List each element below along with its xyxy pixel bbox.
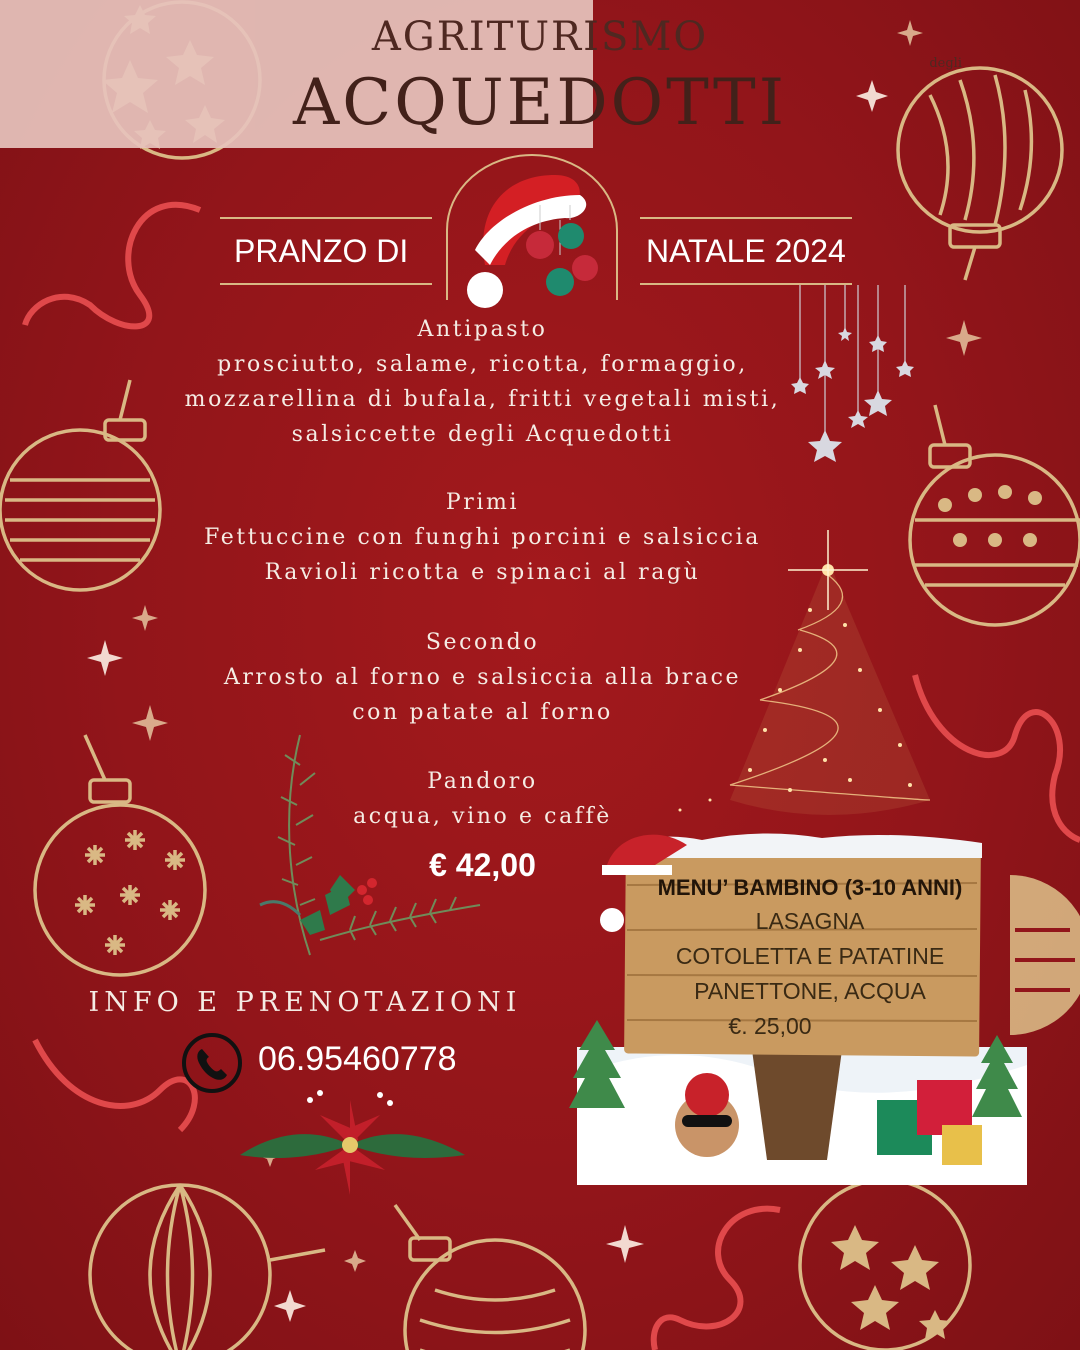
- menu-secondo: [140, 625, 825, 730]
- logo-line1: AGRITURISMO: [371, 14, 709, 60]
- headline-left: PRANZO DI: [234, 233, 409, 269]
- secondo-title: Secondo: [425, 630, 540, 655]
- kids-menu-price: €. 25,00: [728, 1013, 812, 1039]
- antipasto-line: prosciutto, salame, ricotta, formaggio,: [217, 352, 748, 377]
- menu-primi: [140, 485, 825, 590]
- headline-line-bottom-left: [220, 283, 432, 285]
- headline-line-top-right: [640, 217, 852, 219]
- headline-line-bottom-right: [640, 283, 852, 285]
- secondo-line: con patate al forno: [352, 700, 613, 725]
- headline-line-top-left: [220, 217, 432, 219]
- antipasto-line: mozzarellina di bufala, fritti vegetali misti,: [184, 387, 781, 412]
- primi-line: Fettuccine con funghi porcini e salsiccia: [204, 525, 761, 550]
- headline-right: NATALE 2024: [646, 233, 846, 269]
- phone-number[interactable]: 06.95460778: [258, 1040, 457, 1078]
- antipasto-line: salsiccette degli Acquedotti: [291, 422, 674, 447]
- kids-menu-item: COTOLETTA E PATATINE: [675, 943, 945, 969]
- kids-menu-item: LASAGNA: [755, 908, 865, 934]
- menu-antipasto: [140, 312, 825, 452]
- santa-hat-window: [445, 150, 620, 310]
- menu-price: € 42,00: [429, 847, 536, 883]
- dolce-line: acqua, vino e caffè: [353, 804, 612, 829]
- kids-menu-title: MENU’ BAMBINO (3-10 ANNI): [657, 875, 963, 900]
- pine-branch-decoration: [240, 725, 490, 985]
- secondo-line: Arrosto al forno e salsiccia alla brace: [223, 665, 742, 690]
- primi-line: Ravioli ricotta e spinaci al ragù: [264, 560, 701, 585]
- info-label: INFO E PRENOTAZIONI: [88, 987, 522, 1018]
- logo: [0, 0, 962, 148]
- poinsettia-decoration: [230, 1085, 470, 1205]
- kids-menu-item: PANETTONE, ACQUA: [694, 978, 926, 1004]
- logo-line3: ACQUEDOTTI: [293, 66, 787, 140]
- primi-title: Primi: [445, 490, 520, 515]
- antipasto-title: Antipasto: [417, 317, 548, 342]
- logo-line2: degli: [929, 56, 962, 71]
- dolce-title: Pandoro: [427, 769, 538, 794]
